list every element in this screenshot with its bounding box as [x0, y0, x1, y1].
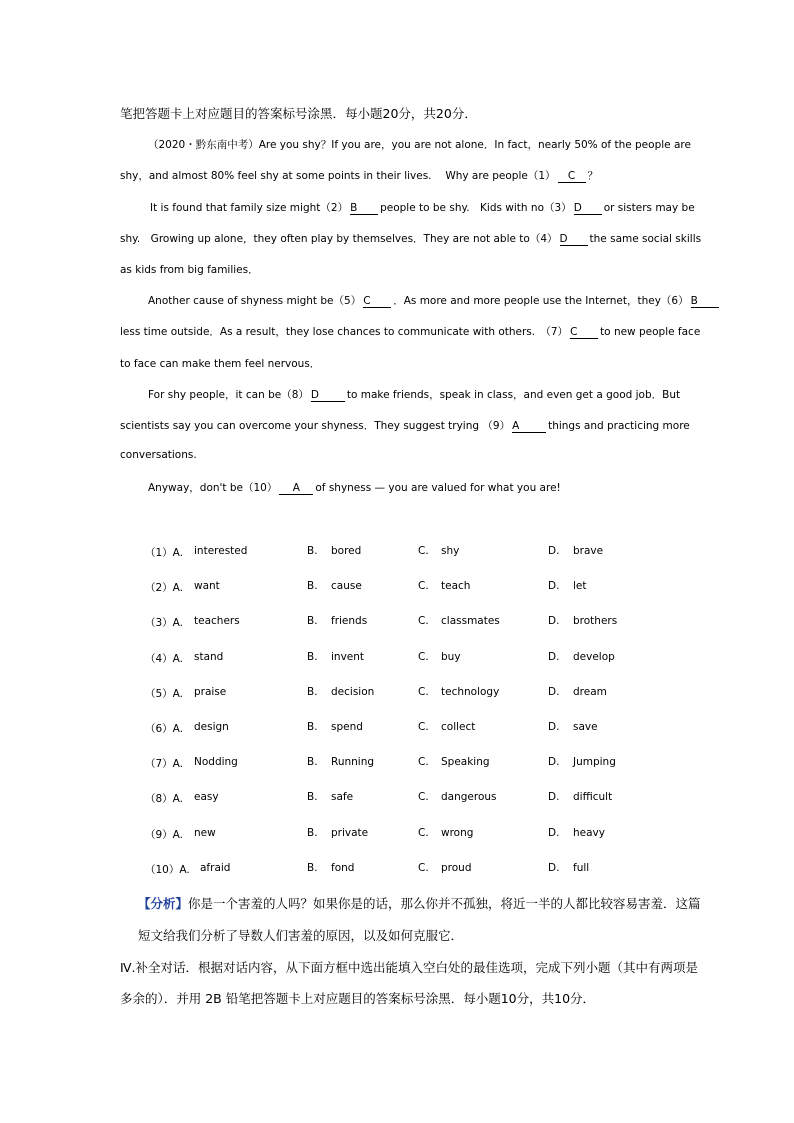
option-b: private — [331, 827, 369, 839]
analysis-tag: 【分析】 — [138, 896, 189, 911]
passage-line-12: Anyway，don't be（10） A of shyness — you are valued for what you are! — [148, 482, 561, 494]
option-b: spend — [331, 721, 363, 733]
option-letter-b: B. — [307, 791, 318, 803]
option-letter-b: B. — [307, 721, 318, 733]
option-c: wrong — [441, 827, 474, 839]
option-d: difficult — [573, 791, 613, 803]
section-4-instruction-1: Ⅳ.补全对话．根据对话内容，从下面方框中选出能填入空白处的最佳选项，完成下列小题（其中有两项是 — [120, 960, 699, 975]
option-letter-c: C. — [418, 545, 429, 557]
option-letter-b: B. — [307, 545, 318, 557]
option-a: easy — [194, 791, 219, 803]
option-d: full — [573, 862, 590, 874]
section-4-instruction-2: 多余的）．并用 2B 铅笔把答题卡上对应题目的答案标号涂黑．每小题10分，共10分． — [120, 991, 596, 1006]
option-d: Jumping — [573, 756, 616, 768]
option-row — [0, 721, 794, 735]
option-b: bored — [331, 545, 362, 557]
option-letter-d: D. — [548, 862, 560, 874]
option-row — [0, 791, 794, 805]
answer-blank-4: D — [560, 234, 588, 246]
option-number: （5）A. — [145, 688, 184, 700]
option-letter-d: D. — [548, 651, 560, 663]
option-letter-d: D. — [548, 756, 560, 768]
option-row — [0, 580, 794, 594]
option-letter-c: C. — [418, 756, 429, 768]
option-letter-c: C. — [418, 721, 429, 733]
option-letter-d: D. — [548, 545, 560, 557]
answer-blank-2: B — [350, 203, 378, 215]
option-b: friends — [331, 615, 368, 627]
option-letter-d: D. — [548, 686, 560, 698]
option-b: fond — [331, 862, 355, 874]
option-row — [0, 651, 794, 665]
option-d: dream — [573, 686, 607, 698]
option-d: develop — [573, 651, 615, 663]
option-number: （8）A. — [145, 793, 184, 805]
instruction-line: 笔把答题卡上对应题目的答案标号涂黑．每小题20分，共20分． — [120, 106, 477, 121]
option-letter-c: C. — [418, 615, 429, 627]
option-letter-d: D. — [548, 580, 560, 592]
answer-blank-1: C — [558, 171, 586, 183]
option-letter-c: C. — [418, 827, 429, 839]
option-letter-d: D. — [548, 615, 560, 627]
option-letter-d: D. — [548, 721, 560, 733]
passage-line-9: For shy people，it can be（8） D to make friends，speak in class，and even get a good job．But — [148, 389, 681, 401]
passage-line-11: conversations. — [120, 449, 197, 461]
option-letter-d: D. — [548, 827, 560, 839]
option-letter-d: D. — [548, 791, 560, 803]
option-c: proud — [441, 862, 472, 874]
option-c: technology — [441, 686, 500, 698]
option-a: design — [194, 721, 229, 733]
analysis-line-1: 【分析】你是一个害羞的人吗？如果你是的话，那么你并不孤独，将近一半的人都比较容易害羞．这篇 — [138, 896, 701, 911]
option-c: shy — [441, 545, 460, 557]
option-a: stand — [194, 651, 224, 663]
option-letter-b: B. — [307, 827, 318, 839]
option-number: （4）A. — [145, 653, 184, 665]
option-number: （6）A. — [145, 723, 184, 735]
option-number: （1）A. — [145, 547, 184, 559]
option-row — [0, 756, 794, 770]
option-c: dangerous — [441, 791, 497, 803]
answer-blank-7: C — [570, 327, 598, 339]
option-row — [0, 827, 794, 841]
passage-line-7: less time outside．As a result，they lose chances to communicate with others. （7） C to new people face — [120, 326, 701, 338]
option-c: buy — [441, 651, 461, 663]
passage-line-8: to face can make them feel nervous． — [120, 358, 321, 370]
option-letter-c: C. — [418, 651, 429, 663]
option-a: interested — [194, 545, 248, 557]
passage-line-1: （2020・黔东南中考）Are you shy？If you are，you are not alone．In fact，nearly 50% of the people are — [148, 139, 691, 151]
option-letter-c: C. — [418, 791, 429, 803]
option-d: brave — [573, 545, 604, 557]
option-c: classmates — [441, 615, 500, 627]
option-number: （10）A. — [145, 864, 190, 876]
option-b: cause — [331, 580, 362, 592]
option-d: let — [573, 580, 587, 592]
option-a: praise — [194, 686, 227, 698]
option-c: teach — [441, 580, 471, 592]
option-d: save — [573, 721, 598, 733]
option-b: invent — [331, 651, 365, 663]
passage-line-3: It is found that family size might（2） B people to be shy. Kids with no（3） D or sisters may be — [150, 202, 695, 214]
option-b: safe — [331, 791, 354, 803]
option-b: Running — [331, 756, 375, 768]
option-letter-b: B. — [307, 862, 318, 874]
option-number: （3）A. — [145, 617, 184, 629]
option-letter-b: B. — [307, 651, 318, 663]
passage-line-6: Another cause of shyness might be（5） C ．As more and more people use the Internet，they（6） B — [148, 293, 675, 308]
answer-blank-9: A — [512, 421, 546, 433]
option-letter-c: C. — [418, 580, 429, 592]
option-d: heavy — [573, 827, 605, 839]
option-letter-b: B. — [307, 686, 318, 698]
option-a: new — [194, 827, 216, 839]
passage-line-10: scientists say you can overcome your shyness．They suggest trying （9） A things and practicing more — [120, 420, 690, 432]
option-letter-b: B. — [307, 580, 318, 592]
option-row — [0, 686, 794, 700]
option-c: Speaking — [441, 756, 490, 768]
option-number: （2）A. — [145, 582, 184, 594]
answer-blank-10: A — [279, 483, 313, 495]
option-row — [0, 862, 794, 876]
option-b: decision — [331, 686, 375, 698]
answer-blank-8: D — [311, 390, 345, 402]
option-letter-c: C. — [418, 686, 429, 698]
option-a: teachers — [194, 615, 240, 627]
option-d: brothers — [573, 615, 618, 627]
passage-line-5: as kids from big families． — [120, 264, 259, 276]
option-letter-c: C. — [418, 862, 429, 874]
answer-blank-3: D — [574, 203, 602, 215]
option-number: （7）A. — [145, 758, 184, 770]
option-c: collect — [441, 721, 476, 733]
passage-line-2: shy，and almost 80% feel shy at some points in their lives. Why are people（1） C ？ — [120, 170, 599, 182]
option-letter-b: B. — [307, 615, 318, 627]
analysis-line-2: 短文给我们分析了导数人们害羞的原因，以及如何克服它． — [138, 928, 464, 943]
option-a: afraid — [200, 862, 231, 874]
answer-blank-6: B — [691, 296, 719, 308]
passage-line-4: shy. Growing up alone，they often play by themselves．They are not able to（4） D the same social skills — [120, 233, 702, 245]
option-row — [0, 615, 794, 629]
option-letter-b: B. — [307, 756, 318, 768]
option-row — [0, 545, 794, 559]
option-a: Nodding — [194, 756, 238, 768]
option-number: （9）A. — [145, 829, 184, 841]
option-a: want — [194, 580, 220, 592]
answer-blank-5: C — [363, 296, 391, 308]
